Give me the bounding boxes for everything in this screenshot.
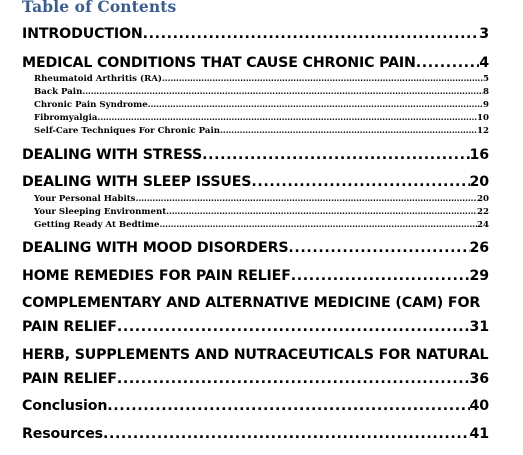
dot-leader [288,240,469,256]
toc-entry-title: Back Pain [34,87,83,97]
toc-entry-page: 20 [469,174,489,190]
toc-entry-title: Getting Ready At Bedtime [34,220,160,230]
dot-leader [136,194,478,204]
dot-leader [143,26,480,42]
toc-heading: Table of Contents [22,0,177,16]
dot-leader [416,55,480,71]
toc-subentry-getting-ready-at-bedtime[interactable] [34,220,489,230]
toc-entry-resources[interactable] [22,426,489,442]
toc-entry-title: PAIN RELIEF [22,319,117,335]
dot-leader [162,74,483,84]
dot-leader [82,87,483,97]
dot-leader [220,126,477,136]
toc-entry-title: Your Personal Habits [34,194,136,204]
toc-entry-page: 3 [479,26,489,42]
toc-entry-page: 12 [477,126,489,136]
toc-entry-herb-supplements[interactable] [22,371,489,387]
toc-entry-title: Rheumatoid Arthritis (RA) [34,74,162,84]
toc-entry-page: 40 [469,398,489,414]
toc-entry-cam-line1[interactable]: COMPLEMENTARY AND ALTERNATIVE MEDICINE (CAM) FOR [22,295,481,311]
toc-entry-dealing-with-mood-disorders[interactable] [22,240,489,256]
toc-entry-title: PAIN RELIEF [22,371,117,387]
dot-leader [117,319,470,335]
toc-entry-page: 31 [469,319,489,335]
toc-entry-title: Resources [22,426,103,442]
toc-subentry-back-pain[interactable] [34,87,489,97]
toc-entry-page: 36 [469,371,489,387]
dot-leader [103,426,470,442]
toc-entry-page: 4 [479,55,489,71]
toc-entry-title: INTRODUCTION [22,26,143,42]
toc-entry-title: MEDICAL CONDITIONS THAT CAUSE CHRONIC PAIN [22,55,416,71]
toc-entry-title: HOME REMEDIES FOR PAIN RELIEF [22,268,291,284]
toc-subentry-self-care-techniques[interactable] [34,126,489,136]
toc-subentry-fibromyalgia[interactable] [34,113,489,123]
toc-entry-title: DEALING WITH MOOD DISORDERS [22,240,289,256]
toc-entry-cam[interactable] [22,319,489,335]
toc-entry-title: Chronic Pain Syndrome [34,100,148,110]
toc-entry-introduction[interactable] [22,26,489,42]
dot-leader [117,371,470,387]
toc-entry-page: 8 [483,87,489,97]
toc-entry-page: 5 [483,74,489,84]
dot-leader [97,113,477,123]
dot-leader [148,100,483,110]
toc-subentry-personal-habits[interactable] [34,194,489,204]
dot-leader [291,268,470,284]
toc-entry-page: 29 [469,268,489,284]
toc-entry-home-remedies[interactable] [22,268,489,284]
dot-leader [159,220,477,230]
toc-subentry-sleeping-environment[interactable] [34,207,489,217]
dot-leader [166,207,477,217]
toc-entry-dealing-with-sleep-issues[interactable] [22,174,489,190]
dot-leader [251,174,469,190]
toc-entry-page: 41 [469,426,489,442]
toc-entry-conclusion[interactable] [22,398,489,414]
toc-entry-page: 20 [477,194,489,204]
dot-leader [202,147,469,163]
toc-entry-dealing-with-stress[interactable] [22,147,489,163]
toc-entry-page: 16 [469,147,489,163]
dot-leader [107,398,469,414]
toc-subentry-chronic-pain-syndrome[interactable] [34,100,489,110]
toc-entry-page: 9 [483,100,489,110]
toc-entry-medical-conditions[interactable] [22,55,489,71]
toc-entry-page: 24 [477,220,489,230]
toc-entry-title: Self-Care Techniques For Chronic Pain [34,126,220,136]
toc-entry-page: 10 [477,113,489,123]
toc-entry-page: 26 [469,240,489,256]
toc-entry-title: Conclusion [22,398,108,414]
toc-entry-title: Your Sleeping Environment [34,207,167,217]
toc-entry-title: DEALING WITH STRESS [22,147,203,163]
toc-entry-title: DEALING WITH SLEEP ISSUES [22,174,252,190]
toc-subentry-rheumatoid-arthritis[interactable] [34,74,489,84]
toc-entry-title: Fibromyalgia [34,113,98,123]
toc-entry-herb-line1[interactable]: HERB, SUPPLEMENTS AND NUTRACEUTICALS FOR NATURAL [22,347,489,363]
toc-entry-page: 22 [477,207,489,217]
